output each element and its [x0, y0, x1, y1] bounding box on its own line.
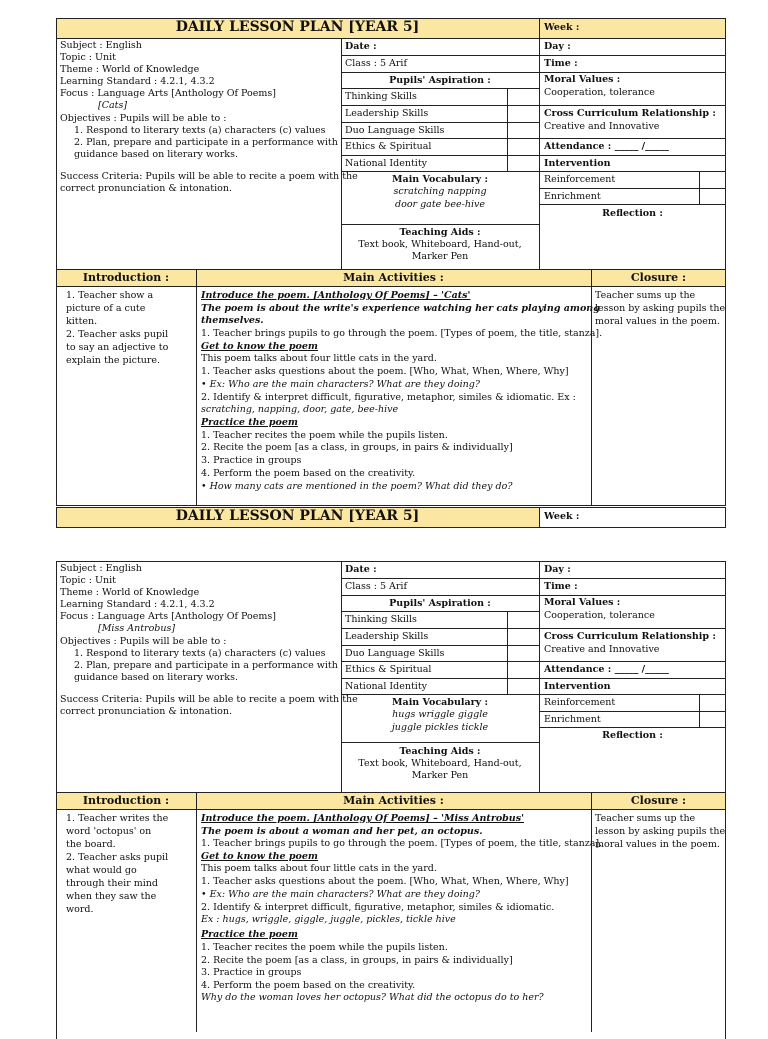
intro-line: when they saw the	[66, 891, 157, 902]
lesson-plan-1	[56, 18, 726, 528]
success-criteria-cont: correct pronunciation & intonation.	[60, 706, 233, 717]
aspiration-item: Thinking Skills	[345, 91, 417, 102]
day-label: Day :	[544, 564, 571, 575]
main-activity-line: The poem is about a woman and her pet, an octopus.	[201, 826, 483, 837]
vocabulary-line: scratching napping	[393, 186, 487, 197]
main-activity-line: 1. Teacher recites the poem while the pupils listen.	[201, 430, 448, 441]
teaching-aids-cont: Marker Pen	[411, 770, 469, 781]
focus: Focus : Language Arts [Anthology Of Poems]	[60, 88, 276, 99]
vocabulary-line: door gate bee-hive	[395, 199, 485, 210]
objective-2: 2. Plan, prepare and participate in a performance with	[74, 660, 338, 671]
theme: Theme : World of Knowledge	[60, 64, 200, 75]
main-activity-line: scratching, napping, door, gate, bee-hive	[201, 404, 399, 415]
vocabulary-heading: Main Vocabulary :	[392, 174, 488, 185]
enrichment-label: Enrichment	[544, 714, 601, 725]
intro-line: through their mind	[66, 878, 158, 889]
main-activity-line: 3. Practice in groups	[201, 455, 302, 466]
vocabulary-heading: Main Vocabulary :	[392, 697, 488, 708]
closure-line: Teacher sums up the	[595, 813, 696, 824]
aspiration-item: Thinking Skills	[345, 614, 417, 625]
main-activity-line: 1. Teacher brings pupils to go through the poem. [Types of poem, the title, stanza].	[201, 328, 603, 339]
topic: Topic : Unit	[60, 52, 116, 63]
main-activity-line: 2. Identify & interpret difficult, figurative, metaphor, similes & idiomatic.	[201, 902, 555, 913]
closure-heading: Closure :	[630, 271, 687, 284]
objective-1: 1. Respond to literary texts (a) characters (c) values	[74, 648, 326, 659]
moral-values: Cooperation, tolerance	[544, 87, 655, 98]
objective-1: 1. Respond to literary texts (a) characters (c) values	[74, 125, 326, 136]
week-label: Week :	[544, 22, 580, 33]
subject: Subject : English	[60, 563, 142, 574]
aspiration-item: Ethics & Spiritual	[345, 664, 432, 675]
objective-2-cont: guidance based on literary works.	[74, 672, 238, 683]
main-activity-subheading: Get to know the poem	[201, 341, 318, 352]
focus: Focus : Language Arts [Anthology Of Poems]	[60, 611, 276, 622]
plan-title: DAILY LESSON PLAN [YEAR 5]	[175, 19, 420, 35]
closure-line: moral values in the poem.	[595, 839, 720, 850]
footer-week-label: Week :	[544, 511, 580, 522]
day-label: Day :	[544, 41, 571, 52]
intro-line: word 'octopus' on	[66, 826, 152, 837]
main-activity-line: Why do the woman loves her octopus? What did the octopus do to her?	[201, 992, 544, 1003]
moral-values: Cooperation, tolerance	[544, 610, 655, 621]
class-label: Class : 5 Arif	[345, 581, 407, 592]
date-label: Date :	[345, 564, 377, 575]
closure-line: lesson by asking pupils the	[595, 826, 726, 837]
focus-poem: [Cats]	[98, 100, 128, 111]
aspiration-item: National Identity	[345, 158, 428, 169]
reinforcement-label: Reinforcement	[544, 697, 616, 708]
vocabulary-line: hugs wriggle giggle	[392, 709, 488, 720]
closure-line: lesson by asking pupils the	[595, 303, 726, 314]
main-activity-line: 1. Teacher asks questions about the poem. [Who, What, When, Where, Why]	[201, 366, 569, 377]
objective-2-cont: guidance based on literary works.	[74, 149, 238, 160]
success-criteria-cont: correct pronunciation & intonation.	[60, 183, 233, 194]
attendance: Attendance : _____ /_____	[544, 664, 669, 675]
main-activity-line: 2. Recite the poem [as a class, in groups, in pairs & individually]	[201, 442, 513, 453]
main-activity-line: • How many cats are mentioned in the poem? What did they do?	[201, 481, 513, 492]
main-activity-line: 2. Identify & interpret difficult, figurative, metaphor, similes & idiomatic. Ex :	[201, 392, 576, 403]
introduction-heading: Introduction :	[82, 271, 170, 284]
objective-2: 2. Plan, prepare and participate in a performance with	[74, 137, 338, 148]
main-activity-subheading: Get to know the poem	[201, 851, 318, 862]
intervention-label: Intervention	[544, 158, 611, 169]
objectives-heading: Objectives : Pupils will be able to :	[60, 113, 227, 124]
learning-standard: Learning Standard : 4.2.1, 4.3.2	[60, 76, 215, 87]
main-activity-line: themselves.	[201, 315, 264, 326]
aspiration-item: Leadership Skills	[345, 631, 429, 642]
intro-line: 2. Teacher asks pupil	[66, 329, 169, 340]
lesson-plan-2	[56, 561, 726, 1024]
main-activity-line: 3. Practice in groups	[201, 967, 302, 978]
main-activity-line: 4. Perform the poem based on the creativity.	[201, 980, 416, 991]
main-activity-subheading: Practice the poem	[201, 417, 298, 428]
time-label: Time :	[544, 58, 578, 69]
cross-curriculum-heading: Cross Curriculum Relationship :	[544, 108, 716, 119]
teaching-aids-heading: Teaching Aids :	[399, 746, 481, 757]
intro-line: to say an adjective to	[66, 342, 169, 353]
moral-values-heading: Moral Values :	[544, 74, 621, 85]
success-criteria: Success Criteria: Pupils will be able to recite a poem with the	[60, 694, 358, 705]
attendance: Attendance : _____ /_____	[544, 141, 669, 152]
intro-line: 1. Teacher writes the	[66, 813, 169, 824]
closure-heading: Closure :	[630, 794, 687, 807]
main-activity-line: This poem talks about four little cats in the yard.	[201, 353, 437, 364]
main-activity-line: • Ex: Who are the main characters? What are they doing?	[201, 889, 480, 900]
main-activities-heading: Main Activities :	[343, 271, 444, 284]
intro-line: 1. Teacher show a	[66, 290, 154, 301]
teaching-aids-heading: Teaching Aids :	[399, 227, 481, 238]
moral-values-heading: Moral Values :	[544, 597, 621, 608]
reflection-label: Reflection :	[602, 730, 663, 741]
aspiration-item: National Identity	[345, 681, 428, 692]
footer-title: DAILY LESSON PLAN [YEAR 5]	[175, 508, 420, 524]
main-activity-line: 4. Perform the poem based on the creativity.	[201, 468, 416, 479]
intro-line: picture of a cute	[66, 303, 146, 314]
focus-poem: [Miss Antrobus]	[98, 623, 176, 634]
main-activity-title: Introduce the poem. [Anthology Of Poems] – 'Miss Antrobus'	[201, 813, 524, 824]
learning-standard: Learning Standard : 4.2.1, 4.3.2	[60, 599, 215, 610]
main-activity-title: Introduce the poem. [Anthology Of Poems] – 'Cats'	[201, 290, 471, 301]
intro-line: the board.	[66, 839, 116, 850]
aspiration-item: Duo Language Skills	[345, 125, 445, 136]
intro-line: kitten.	[66, 316, 98, 327]
main-activity-line: The poem is about the write's experience watching her cats playing among	[201, 303, 600, 314]
intervention-label: Intervention	[544, 681, 611, 692]
date-label: Date :	[345, 41, 377, 52]
main-activity-line: This poem talks about four little cats in the yard.	[201, 863, 437, 874]
reflection-label: Reflection :	[602, 208, 663, 219]
intro-line: 2. Teacher asks pupil	[66, 852, 169, 863]
cross-curriculum-heading: Cross Curriculum Relationship :	[544, 631, 716, 642]
cross-curriculum: Creative and Innovative	[544, 644, 660, 655]
teaching-aids: Text book, Whiteboard, Hand-out,	[358, 239, 522, 250]
class-label: Class : 5 Arif	[345, 58, 407, 69]
aspiration-item: Duo Language Skills	[345, 648, 445, 659]
main-activity-line: Ex : hugs, wriggle, giggle, juggle, pickles, tickle hive	[201, 914, 456, 925]
theme: Theme : World of Knowledge	[60, 587, 200, 598]
closure-line: Teacher sums up the	[595, 290, 696, 301]
success-criteria: Success Criteria: Pupils will be able to recite a poem with the	[60, 171, 358, 182]
intro-line: word.	[66, 904, 94, 915]
intro-line: explain the picture.	[66, 355, 161, 366]
enrichment-label: Enrichment	[544, 191, 601, 202]
aspiration-item: Ethics & Spiritual	[345, 141, 432, 152]
main-activity-line: 1. Teacher recites the poem while the pupils listen.	[201, 942, 448, 953]
aspiration-item: Leadership Skills	[345, 108, 429, 119]
aspiration-heading: Pupils' Aspiration :	[389, 598, 491, 609]
cross-curriculum: Creative and Innovative	[544, 121, 660, 132]
teaching-aids-cont: Marker Pen	[411, 251, 469, 262]
main-activity-line: 2. Recite the poem [as a class, in groups, in pairs & individually]	[201, 955, 513, 966]
objectives-heading: Objectives : Pupils will be able to :	[60, 636, 227, 647]
teaching-aids: Text book, Whiteboard, Hand-out,	[358, 758, 522, 769]
intro-line: what would go	[66, 865, 137, 876]
closure-line: moral values in the poem.	[595, 316, 720, 327]
main-activity-line: • Ex: Who are the main characters? What are they doing?	[201, 379, 480, 390]
main-activity-line: 1. Teacher asks questions about the poem. [Who, What, When, Where, Why]	[201, 876, 569, 887]
introduction-heading: Introduction :	[82, 794, 170, 807]
main-activities-heading: Main Activities :	[343, 794, 444, 807]
topic: Topic : Unit	[60, 575, 116, 586]
reinforcement-label: Reinforcement	[544, 174, 616, 185]
subject: Subject : English	[60, 40, 142, 51]
aspiration-heading: Pupils' Aspiration :	[389, 75, 491, 86]
main-activity-line: 1. Teacher brings pupils to go through the poem. [Types of poem, the title, stanza].	[201, 838, 603, 849]
main-activity-subheading: Practice the poem	[201, 929, 298, 940]
vocabulary-line: juggle pickles tickle	[391, 722, 489, 733]
time-label: Time :	[544, 581, 578, 592]
